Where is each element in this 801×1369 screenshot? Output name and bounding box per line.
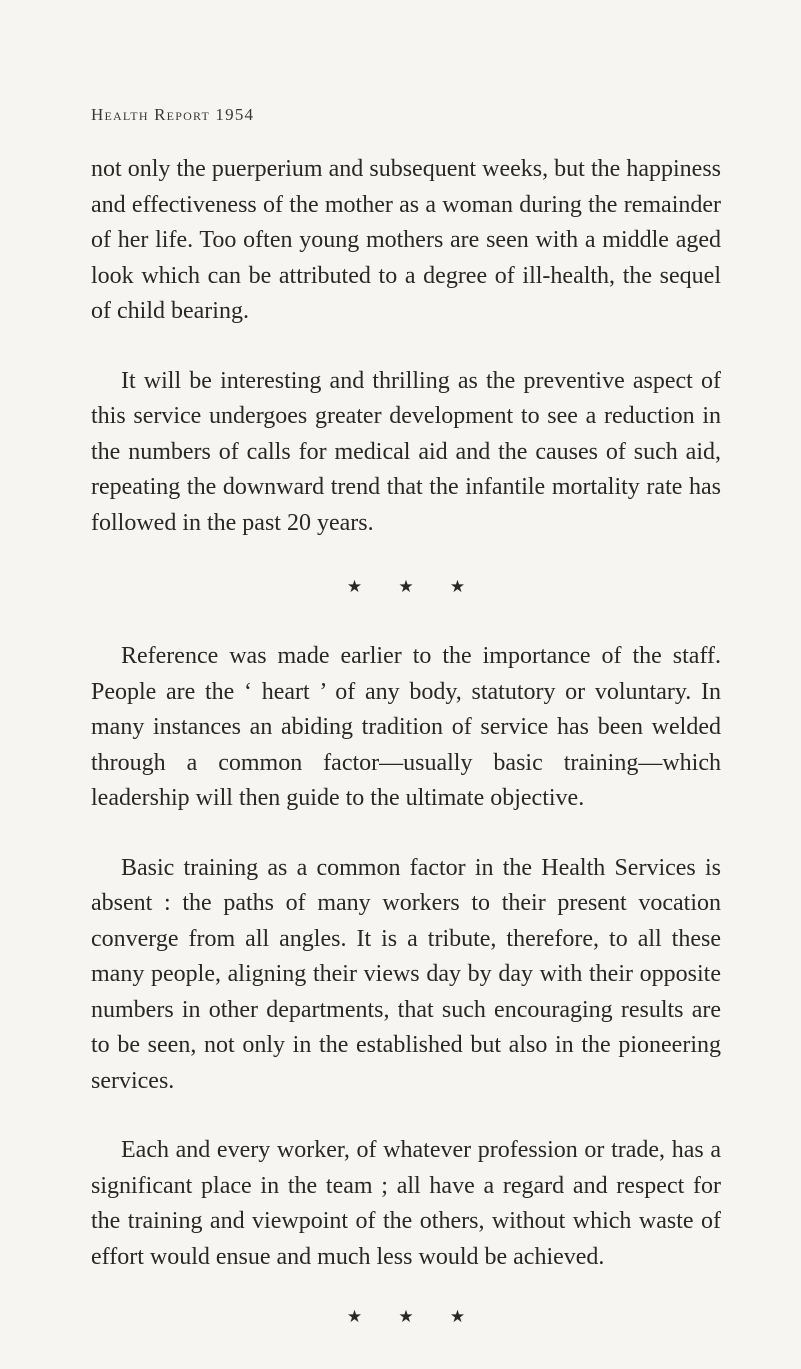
paragraph-basic-training: Basic training as a common factor in the Health Services is absent : the paths of many workers to their present vocation converge from all angles. It is a tribute, therefore, to all these many people, aligning their views day by day with their opposite numbers in other departments, that such encouraging results are to be seen, not only in the established but also in the pioneering services. (91, 854, 721, 1094)
page-content (91, 104, 721, 1369)
paragraph-continuation: not only the puerperium and subsequent weeks, but the happiness and effectiveness of the mother as a woman during the remainder of her life. Too often young mothers are seen with a middle aged look which can be attributed to a degree of ill-health, the sequel of child bearing. (91, 156, 721, 324)
paragraph-preventive-aspect: It will be interesting and thrilling as the preventive aspect of this service undergoes greater development to see a reduction in the numbers of calls for medical aid and the causes of such aid, repeating the downward trend that the infantile mortality rate has followed in the past 20 years. (91, 367, 721, 536)
paragraph-every-worker: Each and every worker, of whatever profession or trade, has a significant place in the team ; all have a regard and respect for the training and viewpoint of the others, without which waste of effort would ensue and much less would be achieved. (91, 1137, 721, 1270)
section-divider-stars: ★ ★ ★ (346, 577, 482, 596)
section-divider-stars-end: ★ ★ ★ (346, 1307, 482, 1326)
paragraph-staff-importance: Reference was made earlier to the importance of the staff. People are the ‘ heart ’ of any body, statutory or voluntary. In many instances an abiding tradition of service has been welded through a common factor—usually basic training—which leadership will then guide to the ultimate objective. (91, 643, 721, 811)
running-header: Health Report 1954 (91, 105, 255, 124)
